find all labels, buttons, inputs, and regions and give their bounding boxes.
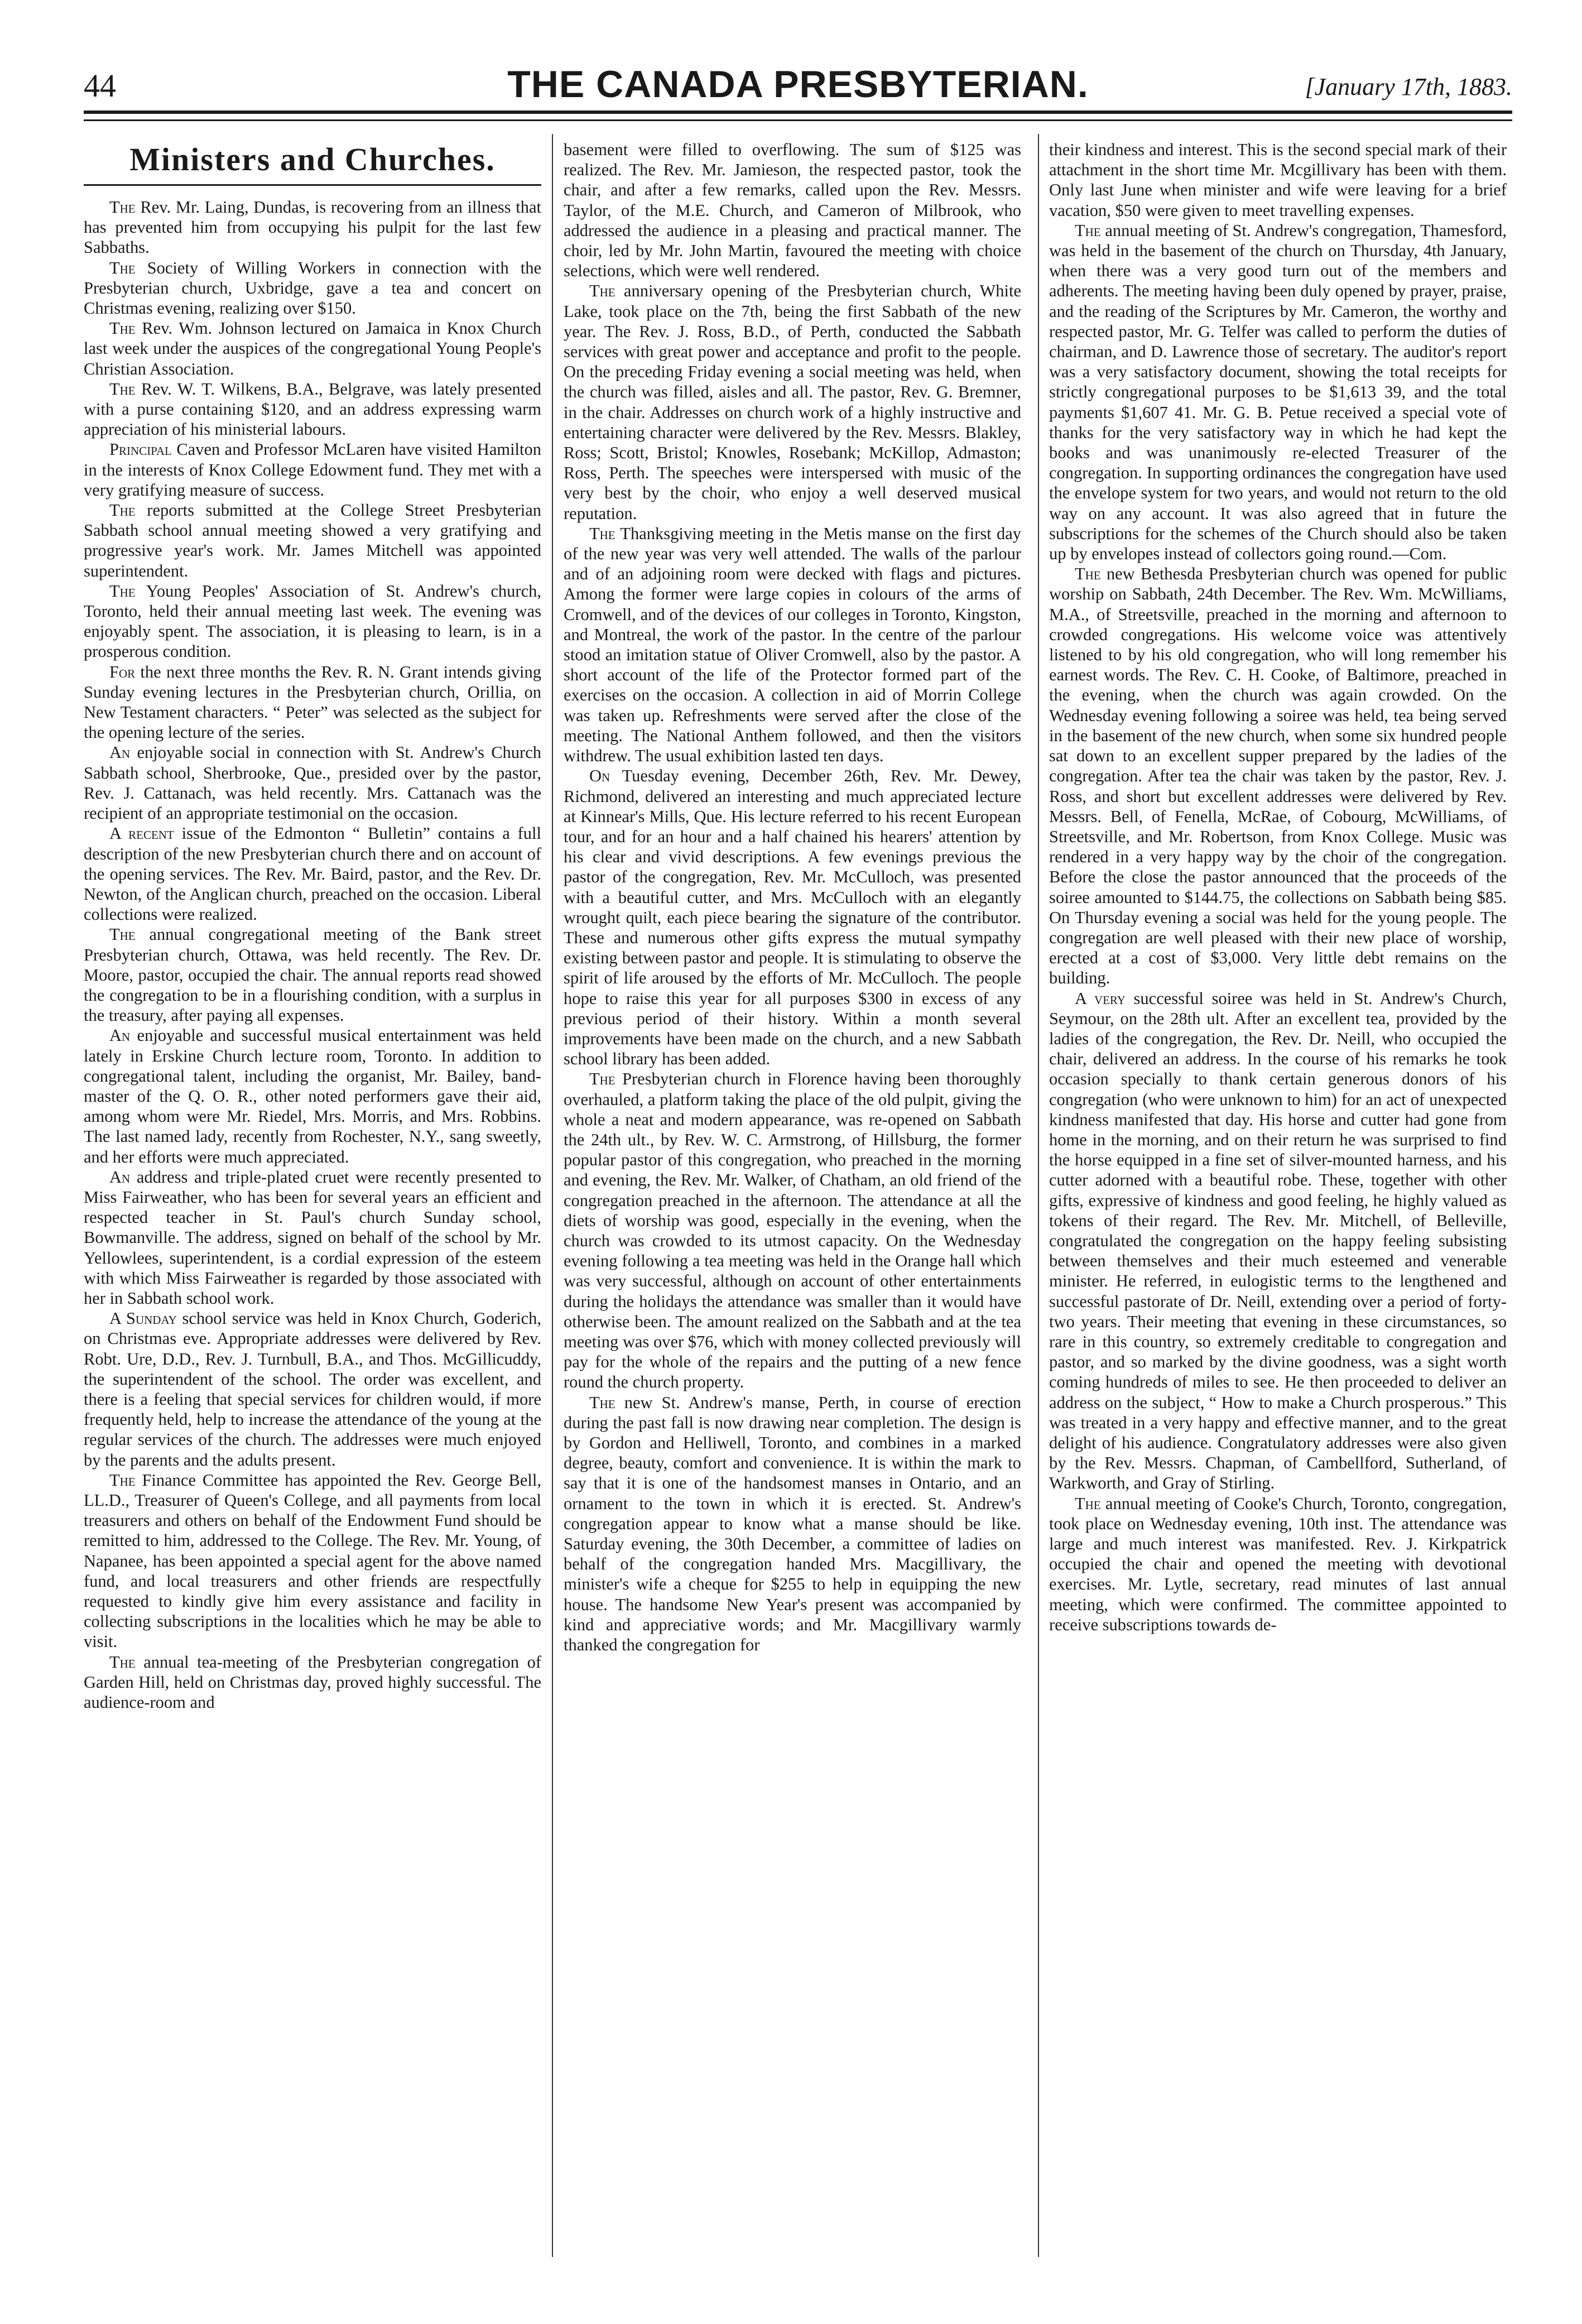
paragraph-text: Rev. Wm. Johnson lectured on Jamaica in Knox Church last week under the auspices of the congregational Young People's Christian Association.	[84, 319, 541, 378]
paragraph-text: Rev. W. T. Wilkens, B.A., Belgrave, was lately presented with a purse containing $120, and an address expressing warm appreciation of his ministerial labours.	[84, 379, 541, 439]
paragraph	[84, 500, 541, 581]
paragraph	[84, 1167, 541, 1308]
paragraph-lead: An	[109, 1167, 131, 1187]
paragraph-lead: The	[589, 524, 616, 543]
page-header	[84, 63, 1512, 113]
paragraph	[564, 281, 1021, 523]
paragraph	[84, 1308, 541, 1470]
column-2-body	[564, 140, 1021, 1655]
paragraph-lead: A very	[1075, 988, 1126, 1008]
paragraph-text: reports submitted at the College Street Presbyterian Sabbath school annual meeting showed a very gratifying and progressive year's work. Mr. James Mitchell was appointed superintendent.	[84, 501, 541, 580]
header-rule-thick	[84, 111, 1512, 114]
paragraph-text: Tuesday evening, December 26th, Rev. Mr. Dewey, Richmond, delivered an interesting and much appreciated lecture at Kinnear's Mills, Que. His lecture referred to his recent European tour, and for an hour and a half chained his hearers' attention by his clear and vivid descriptions. A few evenings previous the pastor of the congregation, Rev. Mr. McCulloch, was presented with a beautiful cutter, and Mrs. McCulloch with an elegantly wrought quilt, each piece bearing the signature of the contributor. These and numerous other gifts express the mutual sympathy existing between pastor and people. It is stimulating to observe the spirit of life aroused by the efforts of Mr. McCulloch. The people hope to raise this year for all purposes $300 in excess of any previous period of their history. Within a month several improvements have been made on the church, and a new Sabbath school library has been added.	[564, 766, 1021, 1069]
header-rule-thin	[84, 119, 1512, 121]
paragraph-lead: The	[589, 1069, 616, 1089]
paragraph-text: annual tea-meeting of the Presbyterian congregation of Garden Hill, held on Christmas day, proved highly successful. The audience-room and	[84, 1652, 541, 1712]
paragraph-text: annual meeting of Cooke's Church, Toronto, congregation, took place on Wednesday evening, 10th inst. The attendance was large and much interest was manifested. Rev. J. Kirkpatrick occupied the chair and opened the meeting with devotional exercises. Mr. Lytle, secretary, read minutes of last annual meeting, which were confirmed. The committee appointed to receive subscriptions towards de-	[1049, 1494, 1507, 1634]
paragraph	[564, 1393, 1021, 1655]
column-1-body	[84, 197, 541, 1712]
newspaper-title: THE CANADA PRESBYTERIAN.	[507, 63, 1089, 105]
paragraph	[84, 258, 541, 319]
paragraph-text: Thanksgiving meeting in the Metis manse on the first day of the new year was very well attended. The walls of the parlour and of an adjoining room were decked with flags and pictures. Among the former were large copies in colours of the arms of Cromwell, and of the devices of our colleges in Toronto, Kingston, and Montreal, the work of the pastor. In the centre of the parlour stood an imitation statue of Oliver Cromwell, also by the pastor. A short account of the life of the Protector formed part of the exercises on the occasion. A collection in aid of Morrin College was taken up. Refreshments were served after the close of the meeting. The National Anthem followed, and then the visitors withdrew. The usual exhibition lasted ten days.	[564, 524, 1021, 766]
column-2	[564, 140, 1021, 2263]
column-1	[84, 140, 541, 2263]
paragraph-lead: For	[109, 662, 136, 681]
paragraph-text: the next three months the Rev. R. N. Grant intends giving Sunday evening lectures in the Presbyterian church, Orillia, on New Testament characters. “ Peter” was selected as the subject for the opening lecture of the series.	[84, 662, 541, 742]
paragraph	[564, 524, 1021, 766]
paragraph	[84, 1470, 541, 1652]
paragraph-text: new St. Andrew's manse, Perth, in course of erection during the past fall is now drawing near completion. The design is by Gordon and Helliwell, Toronto, and combines in a marked degree, beauty, comfort and convenience. It is within the mark to say that it is one of the handsomest manses in Ontario, and an ornament to the town in which it is erected. St. Andrew's congregation appear to know what a manse should be like. Saturday evening, the 30th December, a committee of ladies on behalf of the congregation handed Mrs. Macgillivary, the minister's wife a cheque for $255 to help in equipping the new house. The handsome New Year's present was accompanied by kind and appreciative words; and Mr. Macgillivary warmly thanked the congregation for	[564, 1393, 1021, 1655]
paragraph-text: annual meeting of St. Andrew's congregation, Thamesford, was held in the basement of the church on Thursday, 4th January, when there was a very good turn out of the members and adherents. The meeting having been duly opened by prayer, praise, and the reading of the Scriptures by Mr. Cameron, the worthy and respected pastor, Mr. G. Telfer was called to perform the duties of chairman, and D. Lawrence those of secretary. The auditor's report was a very satisfactory document, showing the total receipts for strictly congregational purposes to be $1,613 39, and the total payments $1,607 41. Mr. G. B. Petue received a special vote of thanks for the very satisfactory way in which he had kept the books and was unanimously re-elected Treasurer of the congregation. In supporting ordinances the congregation have used the envelope system for two years, and would not return to the old way on any account. It was also agreed that in future the subscriptions for the schemes of the Church should also be taken up by envelopes instead of collectors going round.—Com.	[1049, 220, 1507, 564]
column-3	[1049, 140, 1507, 2263]
column-divider	[552, 134, 553, 2257]
paragraph	[84, 924, 541, 1025]
column-3-body	[1049, 140, 1507, 1635]
paragraph	[1049, 564, 1507, 988]
paragraph	[84, 439, 541, 500]
paragraph	[84, 318, 541, 379]
paragraph-lead: The	[1075, 564, 1101, 584]
paragraph	[1049, 1494, 1507, 1635]
paragraph-lead: The	[109, 581, 136, 601]
paragraph	[84, 1652, 541, 1713]
paragraph-lead: A recent	[109, 824, 174, 843]
section-title: Ministers and Churches.	[129, 141, 496, 177]
paragraph	[84, 742, 541, 823]
paragraph-text: annual congregational meeting of the Bank street Presbyterian church, Ottawa, was held recently. The Rev. Dr. Moore, pastor, occupied the chair. The annual reports read showed the congregation to be in a flourishing condition, with a surplus in the treasury, after paying all expenses.	[84, 925, 541, 1025]
paragraph-lead: The	[1075, 220, 1101, 240]
paragraph	[84, 823, 541, 924]
paragraph-text: enjoyable social in connection with St. Andrew's Church Sabbath school, Sherbrooke, Que., presided over by the pastor, Rev. J. Cattanach, was held recently. Mrs. Cattanach was the recipient of an appropriate testimonial on the occasion.	[84, 743, 541, 823]
paragraph-lead: Principal	[109, 440, 172, 459]
paragraph-lead: The	[109, 1652, 136, 1672]
paragraph-text: anniversary opening of the Presbyterian church, White Lake, took place on the 7th, being the first Sabbath of the new year. The Rev. J. Ross, B.D., of Perth, conducted the Sabbath services with great power and acceptance and profit to the people. On the preceding Friday evening a social meeting was held, when the church was filled, aisles and all. The pastor, Rev. G. Bremner, in the chair. Addresses on church work of a highly instructive and entertaining character were delivered by the Rev. Messrs. Blakley, Ross; Scott, Bristol; Knowles, Rosebank; McKillop, Admaston; Ross, Perth. The speeches were interspersed with music of the very best by the choir, who enjoy a well deserved musical reputation.	[564, 281, 1021, 523]
paragraph	[564, 766, 1021, 1069]
paragraph-text: Young Peoples' Association of St. Andrew's church, Toronto, held their annual meeting last week. The evening was enjoyably spent. The association, it is pleasing to learn, is in a prosperous condition.	[84, 581, 541, 661]
paragraph-text: issue of the Edmonton “ Bulletin” contains a full description of the new Presbyterian church there and on account of the opening services. The Rev. Mr. Baird, pastor, and the Rev. Dr. Newton, of the Anglican church, preached on the occasion. Liberal collections were realized.	[84, 824, 541, 924]
paragraph	[84, 581, 541, 662]
paragraph-text: Rev. Mr. Laing, Dundas, is recovering from an illness that has prevented him from occupying his pulpit for the last few Sabbaths.	[84, 198, 541, 257]
paragraph-text: address and triple-plated cruet were recently presented to Miss Fairweather, who has been for several years an efficient and respected teacher in St. Paul's church Sunday school, Bowmanville. The address, signed on behalf of the school by Mr. Yellowlees, superintendent, is a cordial expression of the esteem with which Miss Fairweather is regarded by those associated with her in Sabbath school work.	[84, 1167, 541, 1308]
paragraph	[84, 662, 541, 743]
paragraph	[564, 1069, 1021, 1392]
paragraph-lead: The	[109, 319, 136, 338]
page-number: 44	[84, 68, 116, 104]
paragraph-lead: The	[109, 379, 136, 398]
paragraph	[1049, 220, 1507, 564]
paragraph-lead: The	[589, 281, 616, 301]
paragraph-lead: A Sunday	[109, 1309, 177, 1328]
paragraph-lead: The	[109, 501, 136, 520]
paragraph-lead: The	[109, 1470, 136, 1490]
paragraph	[84, 1025, 541, 1166]
paragraph-text: Presbyterian church in Florence having been thoroughly overhauled, a platform taking the place of the old pulpit, giving the whole a neat and modern appearance, was re-opened on Sabbath the 24th ult., by Rev. W. C. Armstrong, of Hillsburg, the former popular pastor of this congregation, who preached in the morning and evening, the Rev. Mr. Walker, of Chatham, an old friend of the congregation preached in the afternoon. The attendance at all the diets of worship was good, especially in the evening, when the church was crowded to its utmost capacity. On the Wednesday evening following a tea meeting was held in the Orange hall which was very successful, although on account of other entertainments during the holidays the attendance was smaller than it would have otherwise been. The amount realized on the Sabbath and at the tea meeting was over $76, which with money collected previously will pay for the whole of the repairs and the putting of a new fence round the church property.	[564, 1069, 1021, 1392]
paragraph-lead: The	[109, 198, 136, 217]
paragraph	[1049, 140, 1507, 220]
paragraph-text: basement were filled to overflowing. The sum of $125 was realized. The Rev. Mr. Jamieson, the respected pastor, took the chair, and after a few remarks, called upon the Rev. Messrs. Taylor, of the M.E. Church, and Cameron of Milbrook, who addressed the audience in a pleasing and practical manner. The choir, led by Mr. John Martin, favoured the meeting with choice selections, which were well rendered.	[564, 140, 1021, 281]
paragraph-lead: The	[109, 925, 136, 944]
paragraph	[84, 379, 541, 440]
paragraph-text: new Bethesda Presbyterian church was opened for public worship on Sabbath, 24th December. The Rev. Wm. McWilliams, M.A., of Streetsville, preached in the morning and afternoon to crowded congregations. His welcome voice was attentively listened to by his old congregation, who will long remember his earnest words. The Rev. C. H. Cooke, of Baltimore, preached in the evening, when the church was again crowded. On the Wednesday evening following a soiree was held, tea being served in the basement of the new church, when some six hundred people sat down to an excellent supper prepared by the ladies of the congregation. After tea the chair was taken by the pastor, Rev. J. Ross, and short but excellent addresses were delivered by Rev. Messrs. Bell, of Fenella, McRae, of Cobourg, McWilliams, of Streetsville, and Mr. Robertson, from Knox College. Music was rendered in a very happy way by the choir of the congregation. Before the close the pastor announced that the proceeds of the soiree amounted to $144.75, the collections on Sabbath being $85. On Thursday evening a social was held for the young people. The congregation are well pleased with their new place of worship, erected at a cost of $3,000. Very little debt remains on the building.	[1049, 564, 1507, 988]
column-divider	[1038, 134, 1039, 2257]
paragraph-text: Finance Committee has appointed the Rev. George Bell, LL.D., Treasurer of Queen's College, and all payments from local treasurers and others on behalf of the Endowment Fund should be remitted to him, addressed to the College. The Rev. Mr. Young, of Napanee, has been appointed a special agent for the above named fund, and local treasurers and other friends are respectfully requested to kindly give him every assistance and facility in collecting subscriptions in the localities which he may be able to visit.	[84, 1470, 541, 1651]
paragraph-lead: The	[589, 1393, 616, 1412]
paragraph	[84, 197, 541, 258]
paragraph	[564, 140, 1021, 281]
paragraph-text: enjoyable and successful musical entertainment was held lately in Erskine Church lecture room, Toronto. In addition to congregational talent, including the organist, Mr. Bailey, band-master of the Q. O. R., other noted performers gave their aid, among whom were Mr. Riedel, Mrs. Morris, and Mrs. Robbins. The last named lady, recently from Rochester, N.Y., sang sweetly, and her efforts were much appreciated.	[84, 1026, 541, 1166]
paragraph-lead: The	[109, 258, 136, 277]
paragraph-lead: On	[589, 766, 610, 786]
paragraph-lead: The	[1075, 1494, 1101, 1513]
paragraph	[1049, 988, 1507, 1494]
paragraph-lead: An	[109, 1026, 131, 1045]
paragraph-text: Society of Willing Workers in connection with the Presbyterian church, Uxbridge, gave a tea and concert on Christmas evening, realizing over $150.	[84, 258, 541, 318]
paragraph-text: their kindness and interest. This is the second special mark of their attachment in the short time Mr. Mcgillivary has been with them. Only last June when minister and wife were leaving for a brief vacation, $50 were given to meet travelling expenses.	[1049, 140, 1507, 220]
section-rule	[84, 184, 541, 186]
paragraph-lead: An	[109, 743, 131, 762]
paragraph-text: successful soiree was held in St. Andrew's Church, Seymour, on the 28th ult. After an excellent tea, provided by the ladies of the congregation, the Rev. Dr. Neill, who occupied the chair, delivered an address. In the course of his remarks he took occasion specially to thank certain generous donors of his congregation (who were unknown to him) for an act of unexpected kindness manifested that day. His horse and cutter had gone from home in the morning, and on their return he was surprised to find the horse equipped in a fine set of silver-mounted harness, and his cutter adorned with a beautiful robe. These, together with other gifts, expressive of kindness and good feeling, he highly valued as tokens of their regard. The Rev. Mr. Mitchell, of Belleville, congratulated the congregation on the happy feeling subsisting between themselves and their much esteemed and venerable minister. He referred, in eulogistic terms to the lengthened and successful pastorate of Dr. Neill, extending over a period of forty-two years. Their meeting that evening in these circumstances, so rare in this country, so extremely creditable to congregation and pastor, and so marked by the divine goodness, was a sight worth coming hundreds of miles to see. He then proceeded to deliver an address on the subject, “ How to make a Church prosperous.” This was treated in a very happy and effective manner, and to the great delight of his audience. Congratulatory addresses were also given by the Rev. Messrs. Chapman, of Cambellford, Sutherland, of Warkworth, and Gray of Stirling.	[1049, 988, 1507, 1493]
paragraph-text: Caven and Professor McLaren have visited Hamilton in the interests of Knox College Edowment fund. They met with a very gratifying measure of success.	[84, 440, 541, 500]
paragraph-text: school service was held in Knox Church, Goderich, on Christmas eve. Appropriate addresses were delivered by Rev. Robt. Ure, D.D., Rev. J. Turnbull, B.A., and Thos. McGillicuddy, the superintendent of the school. The order was excellent, and there is a feeling that special services for children would, if more frequently held, help to increase the attendance of the young at the regular services of the church. The addresses were much enjoyed by the parents and the adults present.	[84, 1309, 541, 1470]
issue-date: [January 17th, 1883.	[1305, 73, 1512, 100]
